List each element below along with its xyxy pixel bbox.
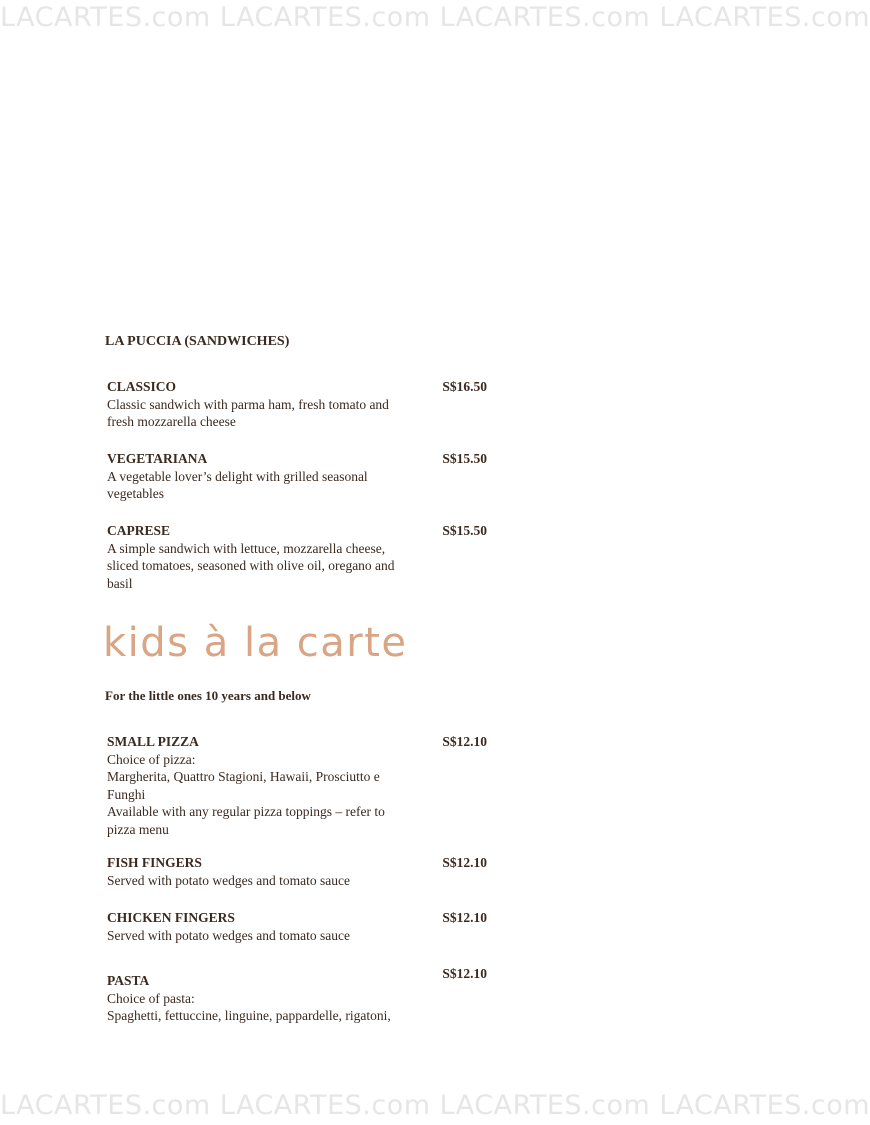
item-description: Margherita, Quattro Stagioni, Hawaii, Prosciutto e Funghi [107,769,380,802]
item-description: Available with any regular pizza toppings – refer to pizza menu [107,804,385,837]
menu-item [107,450,497,503]
item-name: SMALL PIZZA [107,734,199,749]
item-description: Choice of pizza: [107,751,196,767]
item-name: CAPRESE [107,523,171,538]
kids-subtitle: For the little ones 10 years and below [105,688,311,703]
item-description: Served with potato wedges and tomato sauce [107,872,350,888]
item-description: A vegetable lover’s delight with grilled seasonal vegetables [107,468,368,501]
item-price: S$12.10 [442,910,487,925]
menu-item [107,854,497,889]
item-name: CLASSICO [107,379,177,394]
section-title-sandwiches: LA PUCCIA (SANDWICHES) [105,334,290,349]
item-description: Spaghetti, fettuccine, linguine, pappardelle, rigatoni, [107,1008,391,1023]
item-description: A simple sandwich with lettuce, mozzarella cheese, sliced tomatoes, seasoned with olive oil, oregano and basil [107,540,395,591]
item-name: PASTA [107,973,150,988]
item-name: CHICKEN FINGERS [107,910,235,925]
item-description: Choice of pasta: [107,990,195,1006]
menu-item [107,909,497,944]
item-price: S$15.50 [442,523,487,538]
kids-heading: kids à la carte [103,620,408,666]
watermark-top: LACARTES.com LACARTES.com LACARTES.com LACARTES.com [0,2,870,33]
item-price: S$12.10 [442,734,487,749]
item-name: VEGETARIANA [107,451,208,466]
watermark-bottom: LACARTES.com LACARTES.com LACARTES.com LACARTES.com [0,1090,870,1121]
menu-item [107,733,497,838]
item-description: Served with potato wedges and tomato sauce [107,927,350,943]
item-price: S$16.50 [442,379,487,394]
item-price: S$15.50 [442,451,487,466]
item-price: S$12.10 [442,966,487,981]
menu-item [107,966,497,1025]
item-description: Classic sandwich with parma ham, fresh tomato and fresh mozzarella cheese [107,396,389,429]
item-name: FISH FINGERS [107,855,202,870]
menu-item [107,378,497,431]
menu-item [107,522,497,592]
item-price: S$12.10 [442,855,487,870]
